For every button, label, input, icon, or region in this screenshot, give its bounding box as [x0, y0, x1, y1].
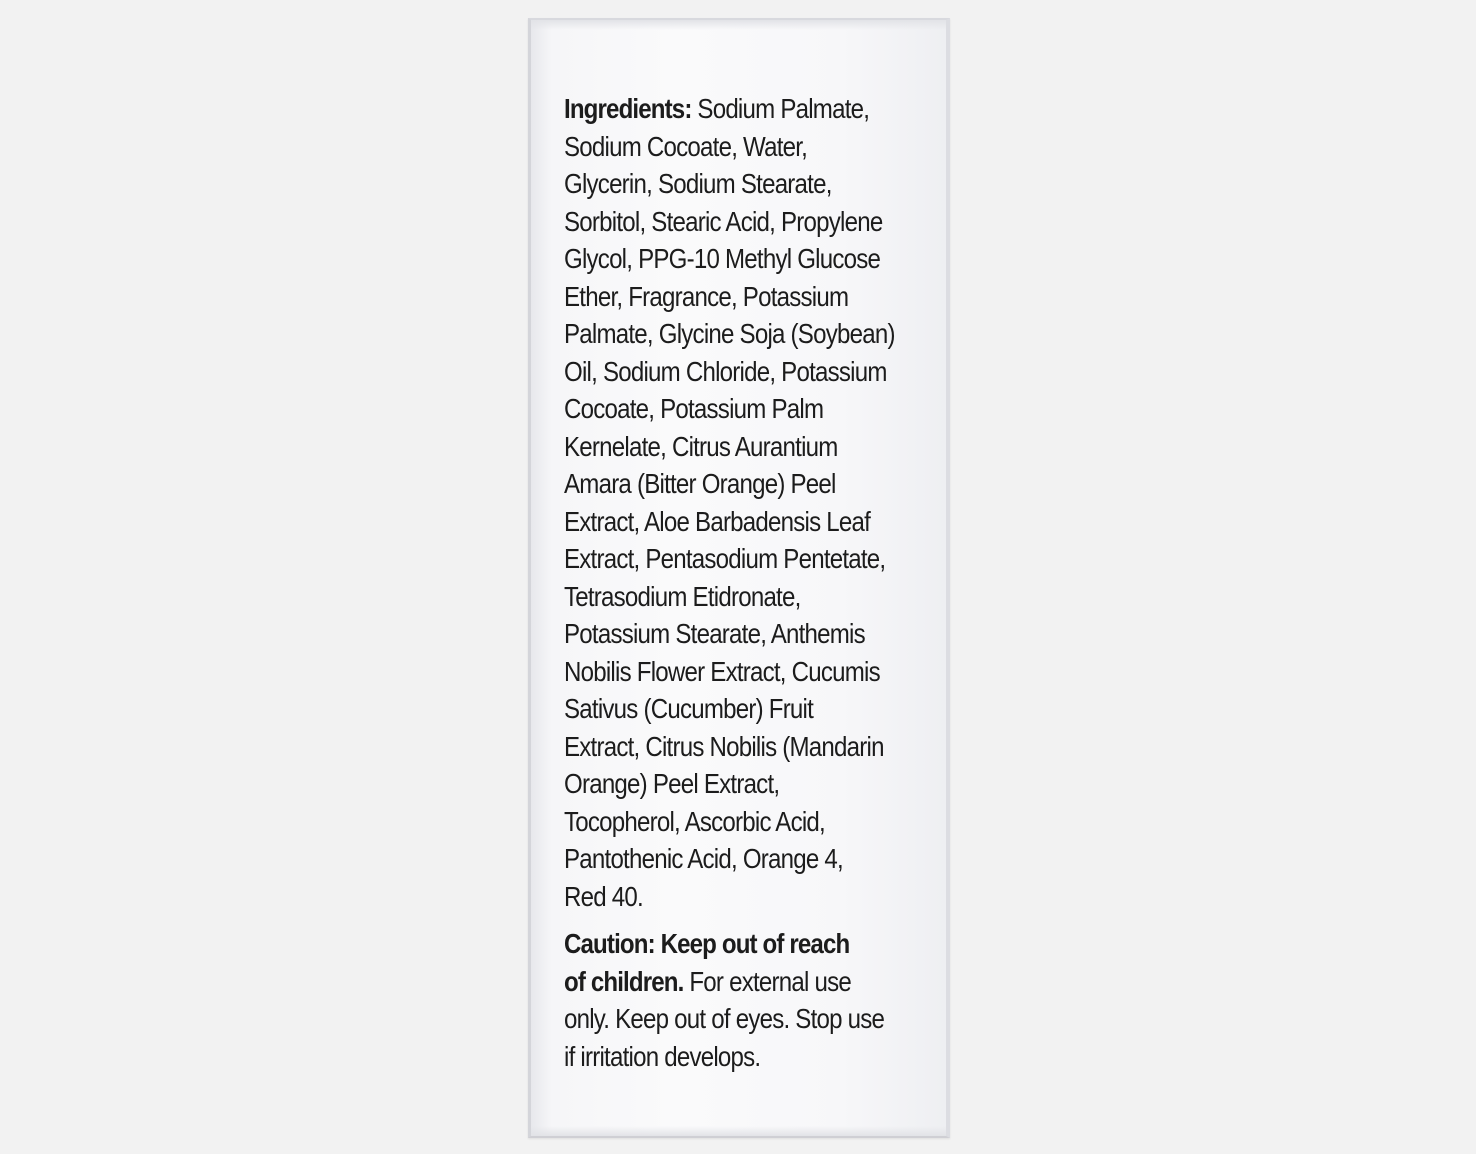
ingredients-line: Kernelate, Citrus Aurantium — [564, 430, 838, 462]
caution-line-4: if irritation develops. — [564, 1040, 761, 1072]
ingredients-line: Pantothenic Acid, Orange 4, — [564, 843, 843, 874]
caution-line-2 — [564, 963, 874, 1001]
ingredients-paragraph — [564, 90, 895, 915]
ingredients-line: Cocoate, Potassium Palm — [564, 393, 824, 424]
ingredients-line: Sativus (Cucumber) Fruit — [564, 693, 814, 724]
ingredients-line: Ether, Fragrance, Potassium — [564, 280, 849, 312]
ingredients-line: Tetrasodium Etidronate, — [564, 580, 801, 612]
box-bottom-edge — [531, 1126, 946, 1136]
caution-children-bold: of children. — [564, 965, 684, 997]
caution-heading: Caution: Keep out of reach — [564, 928, 850, 959]
ingredients-line: Red 40. — [564, 880, 643, 912]
product-box-side-panel — [528, 18, 950, 1138]
ingredients-text: Sodium Palmate, — [697, 93, 870, 124]
ingredients-line: Palmate, Glycine Soja (Soybean) — [564, 318, 895, 349]
ingredients-line: Orange) Peel Extract, — [564, 768, 780, 799]
ingredients-line: Sorbitol, Stearic Acid, Propylene — [564, 205, 883, 237]
ingredients-line: Extract, Citrus Nobilis (Mandarin — [564, 730, 884, 762]
box-top-edge — [531, 20, 946, 30]
ingredients-line: Potassium Stearate, Anthemis — [564, 618, 865, 649]
ingredients-line-1 — [564, 90, 874, 128]
ingredients-line: Tocopherol, Ascorbic Acid, — [564, 805, 825, 837]
ingredients-line: Extract, Pentasodium Pentetate, — [564, 543, 886, 574]
ingredients-line: Oil, Sodium Chloride, Potassium — [564, 355, 887, 387]
ingredients-line: Amara (Bitter Orange) Peel — [564, 468, 836, 499]
ingredients-line: Glycol, PPG-10 Methyl Glucose — [564, 243, 881, 274]
ingredients-label — [564, 90, 895, 1075]
caution-paragraph — [564, 925, 885, 1075]
caution-external-use: For external use — [683, 965, 851, 997]
ingredients-line: Sodium Cocoate, Water, — [564, 130, 808, 162]
ingredients-line: Nobilis Flower Extract, Cucumis — [564, 655, 880, 687]
caution-line-3: only. Keep out of eyes. Stop use — [564, 1003, 885, 1034]
ingredients-line: Extract, Aloe Barbadensis Leaf — [564, 505, 871, 537]
ingredients-heading: Ingredients: — [564, 93, 692, 124]
ingredients-line: Glycerin, Sodium Stearate, — [564, 168, 832, 199]
